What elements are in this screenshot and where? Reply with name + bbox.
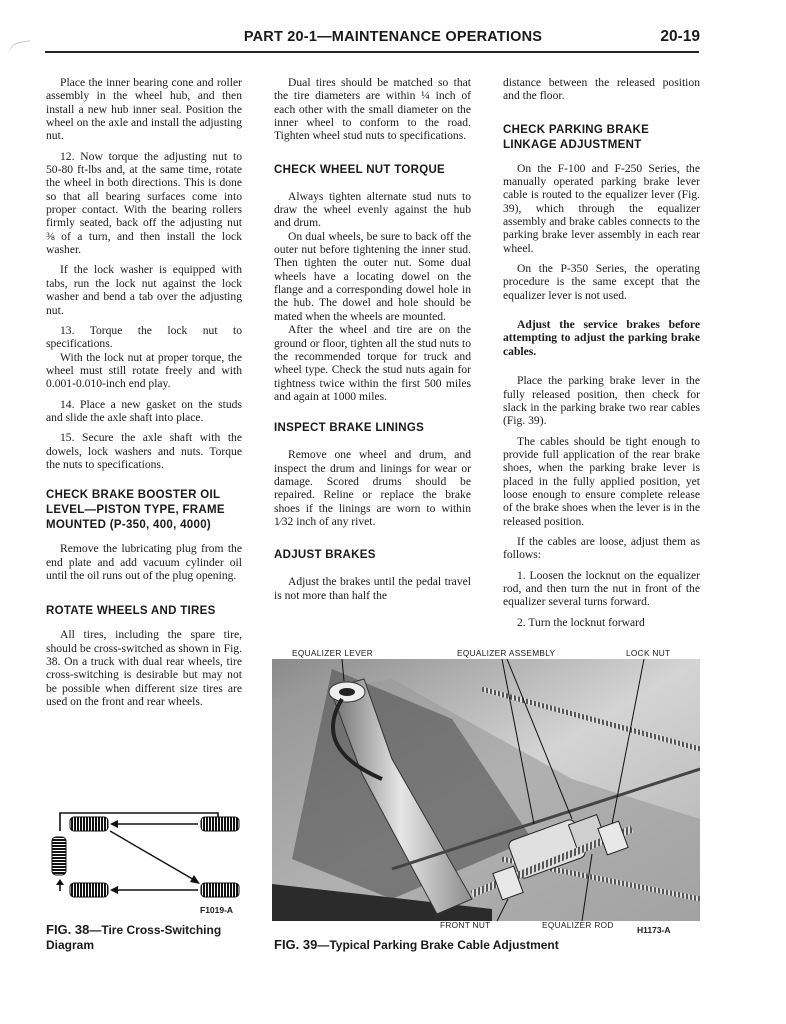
header-rule: [45, 51, 699, 53]
paragraph: If the lock washer is equipped with tabs, run the lock nut against the lock washer and bend a tab over the adjusting nut.: [46, 263, 242, 317]
paragraph: On dual wheels, be sure to back off the outer nut before tightening the inner stud. Then tighten the outer nut. Some dual wheels have a locating dowel on the flange and a corresponding dowel hole in the hub. The dowel and hole should be mated when the wheels are mounted.: [274, 229, 471, 323]
column-right: [503, 76, 700, 636]
paragraph: 12. Now torque the adjusting nut to 50-80 ft-lbs and, at the same time, rotate the wheel in both directions. This is done so that all bearing surfaces come into proper contact. With the bearing rollers firmly seated, back off the adjusting nut ⅜ of a turn, and then install the lock washer.: [46, 149, 242, 257]
paragraph: Remove one wheel and drum, and inspect the drum and linings for wear or damage. Scored drums should be repaired. Reline or replace the brake shoes if the linings are worn to within 1⁄32 inch of any rivet.: [274, 448, 471, 528]
paragraph: 1. Loosen the locknut on the equalizer rod, and then turn the nut in front of the equalizer several turns forward.: [503, 568, 700, 609]
label-equalizer-rod: EQUALIZER ROD: [542, 920, 614, 930]
paragraph: With the lock nut at proper torque, the wheel must still rotate freely and with 0.001-0.010-inch end play.: [46, 350, 242, 391]
figure-38-caption: [46, 922, 246, 953]
figure-caption-text: —Typical Parking Brake Cable Adjustment: [317, 938, 559, 952]
section-heading-booster-oil: CHECK BRAKE BOOSTER OIL LEVEL—PISTON TYPE, FRAME MOUNTED (P-350, 400, 4000): [46, 489, 225, 532]
page-number: 20-19: [660, 28, 700, 45]
paragraph: If the cables are loose, adjust them as follows:: [503, 534, 700, 562]
label-lock-nut: LOCK NUT: [626, 648, 671, 658]
figure-code: H1173-A: [637, 925, 671, 935]
figure-number: FIG. 39: [274, 937, 318, 952]
section-heading-brake-linings: INSPECT BRAKE LININGS: [274, 422, 425, 435]
column-middle: [274, 76, 471, 609]
figure-code: F1019-A: [200, 905, 234, 915]
section-heading-adjust-brakes: ADJUST BRAKES: [274, 549, 376, 562]
paragraph: Remove the lubricating plug from the end plate and add vacuum cylinder oil until the oil runs out of the plug opening.: [46, 542, 242, 582]
section-heading-rotate-tires: ROTATE WHEELS AND TIRES: [46, 605, 216, 618]
paragraph: 15. Secure the axle shaft with the dowels, lock washers and nuts. Torque the nuts to specifications.: [46, 431, 242, 471]
paragraph: Adjust the brakes until the pedal travel is not more than half the: [274, 575, 471, 602]
paragraph: 13. Torque the lock nut to specifications.: [46, 323, 242, 351]
label-equalizer-lever: EQUALIZER LEVER: [292, 648, 374, 658]
paragraph: After the wheel and tire are on the ground or floor, tighten all the stud nuts to the recommended torque for truck and wheel type. Check the stud nuts again for tightness twice within the first 500 miles and again at 1000 miles.: [274, 323, 471, 403]
paragraph: The cables should be tight enough to provide full application of the rear brake shoes, when the parking brake lever is placed in the fully applied position, yet loose enough to ensure complete release of the brake shoes when the lever is in the released position.: [503, 434, 700, 528]
paragraph: 2. Turn the locknut forward: [517, 615, 645, 629]
paragraph: Place the inner bearing cone and roller assembly in the wheel hub, and then install a new hub inner seal. Position the wheel on the axle and install the adjusting nut.: [46, 76, 242, 143]
figure-39-caption: [274, 937, 559, 952]
column-left: [46, 76, 242, 715]
section-heading-wheel-nut-torque: CHECK WHEEL NUT TORQUE: [274, 163, 446, 176]
figure-number: FIG. 38: [46, 922, 90, 937]
paragraph: distance between the released position and the floor.: [503, 76, 700, 103]
section-heading-parking-brake: CHECK PARKING BRAKE LINKAGE ADJUSTMENT: [503, 123, 650, 151]
paragraph: On the P-350 Series, the operating procedure is the same except that the equalizer lever is not used.: [503, 262, 700, 302]
figure-caption-text: —Tire Cross-Switching Diagram: [46, 923, 222, 952]
page-header-title: PART 20-1—MAINTENANCE OPERATIONS: [243, 29, 543, 45]
paragraph: Place the parking brake lever in the fully released position, then check for slack in the parking brake two rear cables (Fig. 39).: [503, 374, 700, 428]
paragraph: Always tighten alternate stud nuts to draw the wheel evenly against the hub and drum.: [274, 189, 471, 230]
label-equalizer-assembly: EQUALIZER ASSEMBLY: [457, 648, 556, 658]
paragraph: On the F-100 and F-250 Series, the manually operated parking brake lever cable is routed to the equalizer lever (Fig. 39), which through the equalizer assembly and brake cables connects to the parking brake lever assembly in each rear wheel.: [503, 161, 700, 255]
paragraph: Dual tires should be matched so that the tire diameters are within ¼ inch of each other with the small diameter on the inner wheel to conform to the road. Tighten wheel stud nuts to specifications.: [274, 76, 471, 143]
paragraph-note: Adjust the service brakes before attempting to adjust the parking brake cables.: [503, 318, 700, 358]
parking-brake-photo: [272, 659, 700, 921]
paragraph: 14. Place a new gasket on the studs and slide the axle shaft into place.: [46, 397, 242, 424]
label-front-nut: FRONT NUT: [440, 920, 491, 930]
paragraph: All tires, including the spare tire, should be cross-switched as shown in Fig. 38. On a truck with dual rear wheels, tire cross-switching is desirable but may not be possible when different size tires are used on the front and rear wheels.: [46, 628, 242, 709]
